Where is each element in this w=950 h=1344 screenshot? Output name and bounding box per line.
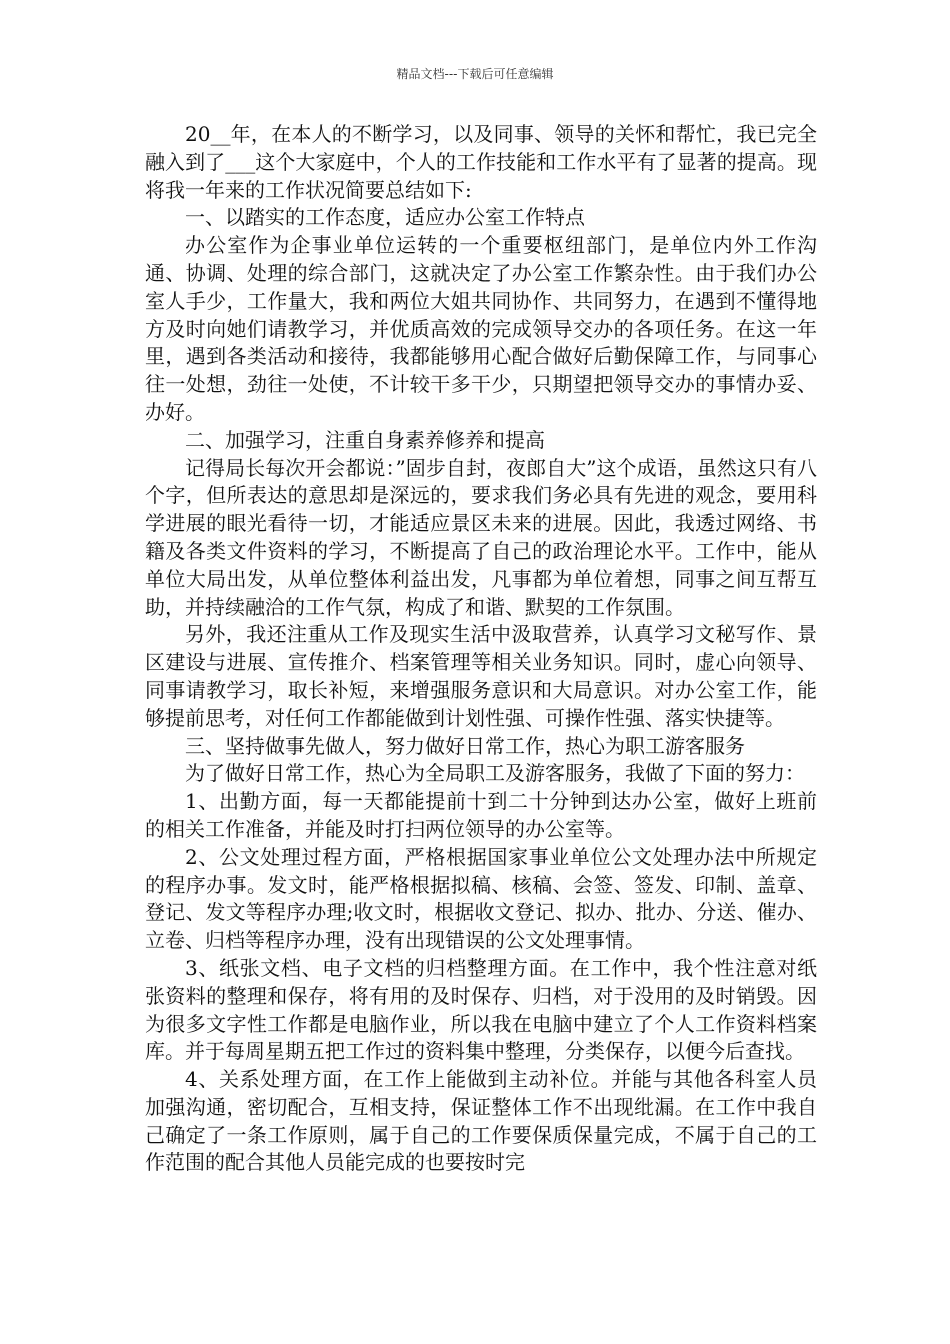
list-item-4: 4、关系处理方面，在工作上能做到主动补位。并能与其他各科室人员加强沟通，密切配合，互相支持，保证整体工作不出现纰漏。在工作中我自己确定了一条工作原则，属于自己的工作要保质保量完成，不属于自己的工作范围的配合其他人员能完成的也要按时完 (145, 1067, 817, 1175)
list-item-3: 3、纸张文档、电子文档的归档整理方面。在工作中，我个性注意对纸张资料的整理和保存，将有用的及时保存、归档，对于没用的及时销毁。因为很多文字性工作都是电脑作业，所以我在电脑中建立了个人工作资料档案库。并于每周星期五把工作过的资料集中整理，分类保存，以便今后查找。 (145, 955, 817, 1064)
paragraph-section-1: 办公室作为企事业单位运转的一个重要枢纽部门，是单位内外工作沟通、协调、处理的综合部门，这就决定了办公室工作繁杂性。由于我们办公室人手少，工作量大，我和两位大姐共同协作、共同努力，在遇到不懂得地方及时向她们请教学习，并优质高效的完成领导交办的各项任务。在这一年里，遇到各类活动和接待，我都能够用心配合做好后勤保障工作，与同事心往一处想，劲往一处使，不计较干多干少，只期望把领导交办的事情办妥、办好。 (145, 233, 817, 424)
section-heading-3: 三、坚持做事先做人，努力做好日常工作，热心为职工游客服务 (185, 733, 745, 758)
section-heading-1: 一、以踏实的工作态度，适应办公室工作特点 (185, 205, 585, 230)
paragraph-section-3-intro: 为了做好日常工作，热心为全局职工及游客服务，我做了下面的努力： (185, 761, 805, 786)
document-body (145, 121, 817, 1177)
paragraph-intro: 20__年，在本人的不断学习，以及同事、领导的关怀和帮忙，我已完全融入到了___这个大家庭中，个人的工作技能和工作水平有了显著的提高。现将我一年来的工作状况简要总结如下: (145, 122, 817, 202)
section-heading-2: 二、加强学习，注重自身素养修养和提高 (185, 427, 545, 452)
paragraph-section-2b: 另外，我还注重从工作及现实生活中汲取营养，认真学习文秘写作、景区建设与进展、宣传推介、档案管理等相关业务知识。同时，虚心向领导、同事请教学习，取长补短，来增强服务意识和大局意识。对办公室工作，能够提前思考，对任何工作都能做到计划性强、可操作性强、落实快捷等。 (145, 622, 817, 730)
list-item-2: 2、公文处理过程方面，严格根据国家事业单位公文处理办法中所规定的程序办事。发文时，能严格根据拟稿、核稿、会签、签发、印制、盖章、登记、发文等程序办理;收文时，根据收文登记、拟办、批办、分送、催办、立卷、归档等程序办理，没有出现错误的公文处理事情。 (145, 844, 817, 953)
paragraph-section-2a: 记得局长每次开会都说：”固步自封，夜郎自大”这个成语，虽然这只有八个字，但所表达的意思却是深远的，要求我们务必具有先进的观念，要用科学进展的眼光看待一切，才能适应景区未来的进展。因此，我透过网络、书籍及各类文件资料的学习，不断提高了自己的政治理论水平。工作中，能从单位大局出发，从单位整体利益出发，凡事都为单位着想，同事之间互帮互助，并持续融洽的工作气氛，构成了和谐、默契的工作氛围。 (145, 455, 817, 619)
list-item-1: 1、出勤方面，每一天都能提前十到二十分钟到达办公室，做好上班前的相关工作准备，并能及时打扫两位领导的办公室等。 (145, 789, 817, 841)
page-header: 精品文档---下载后可任意编辑 (396, 67, 554, 81)
